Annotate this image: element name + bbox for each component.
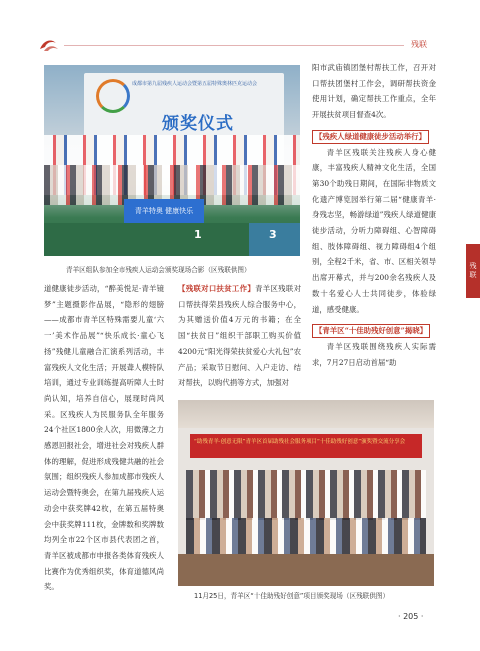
red-banner-text: “助残青羊·创意无限”青羊区首届助残社会服务项目“十佳助残好创意”颁奖暨交流分享会 (194, 439, 406, 445)
col3-paragraph-1: 阳市武庙镇团堡村帮扶工作，召开对口帮扶团堡村工作会，调研帮扶资金使用计划，确定帮扶工作重点，全年开展扶贫项目督查4次。 (312, 63, 436, 120)
podium-number-3: 3 (269, 228, 277, 241)
audience-back-row (186, 470, 426, 520)
creative-award-photo (178, 400, 434, 586)
team-sign: 青羊特奥 健康快乐 (124, 199, 204, 223)
col3-paragraph-3: 青羊区残联围绕残疾人实际需求，7月27日启动首届“助 (312, 341, 436, 367)
side-tab (466, 244, 480, 298)
col2-heading: 【残联对口扶贫工作】 (178, 284, 256, 293)
floor (178, 554, 434, 586)
idea-heading: 【青羊区“十佳助残好创意”揭晓】 (312, 324, 430, 338)
red-banner (190, 434, 422, 458)
walk-heading: 【残疾人绿道健康徒步活动举行】 (312, 130, 429, 144)
col3-paragraph-2: 青羊区残联关注残疾人身心健康，丰富残疾人精神文化生活，全国第30个助残日期间，在国际非物质文化遗产博览园举行第二届“健康青羊·身残志坚，畅游绿道”残疾人绿道健康徒步活动，分听力障碍组、心智障碍组、肢体障碍组、视力障碍组4个组别，全程2千米，省、市、区相关领导出席开幕式，并与200余名残疾人及数十名爱心人士共同徒步，体验绿道，感受健康。 (312, 147, 436, 314)
page-number: · 205 · (398, 612, 424, 621)
backdrop-banner: 成都市第九届残疾人运动会暨第五届特殊奥林匹克运动会 (132, 81, 258, 87)
photo2-caption: 11月25日，青羊区“十佳助残好创意”项目颁奖现场（区残联供图） (194, 592, 390, 600)
col3-heading-wrap (312, 129, 436, 145)
column-1 (44, 281, 164, 595)
side-tab-label: 残联 (469, 262, 477, 280)
audience-front-row (186, 518, 426, 554)
column-3 (312, 60, 436, 370)
podium-number-1: 1 (194, 228, 202, 241)
award-ceremony-photo (44, 65, 300, 256)
ceiling (178, 400, 434, 428)
column-2 (178, 281, 301, 391)
col2-lead: 青羊区残联对口帮扶得荣县残疾人综合服务中心，为其赠送价值4万元的书籍；在全国“扶贫日”组织干部职工购买价值4200元“阳光得荣扶贫爱心大礼包”农产品；采取节日慰问、入户走访、结对帮扶，以购代捐等方式，加强对 (178, 284, 301, 388)
col2-paragraph (178, 281, 301, 391)
logo-icon (38, 37, 60, 53)
section-label: 残联 (411, 40, 427, 49)
ceremony-title: 颁奖仪式 (162, 114, 234, 134)
header-rule (64, 45, 404, 46)
col1-paragraph: 道健康徒步活动，“醉美悦足·青羊镜梦”主题摄影作品展，“隐形的翅膀——成都市青羊区特殊需要儿童‘六一’美术作品展”“快乐成长·童心飞扬”残健儿童融合汇演系列活动，丰富残疾人文化生活；开展聋人模特队培训，通过专业训练提高听障人士时尚认知，培养自信心，展现时尚风采。区残疾人为民服务队全年服务24个社区1800余人次，用微薄之力感恩回报社会，增进社会对残疾人群体的理解，促进形成残健共融的社会氛围；组织残疾人参加成都市残疾人运动会暨特奥会，在第九届残疾人运动会中获奖牌42枚，在第五届特奥会中获奖牌111枚，金牌数和奖牌数均列全市22个区市县代表团之首，青羊区被成都市申报各类体育残疾人比赛作为优秀组织奖，体育道德风尚奖。 (44, 284, 164, 592)
games-emblem-icon (96, 79, 130, 113)
col3-heading3-wrap (312, 323, 436, 339)
photo1-caption: 青羊区组队参加全市残疾人运动会颁奖现场合影（区残联供图） (66, 266, 251, 274)
